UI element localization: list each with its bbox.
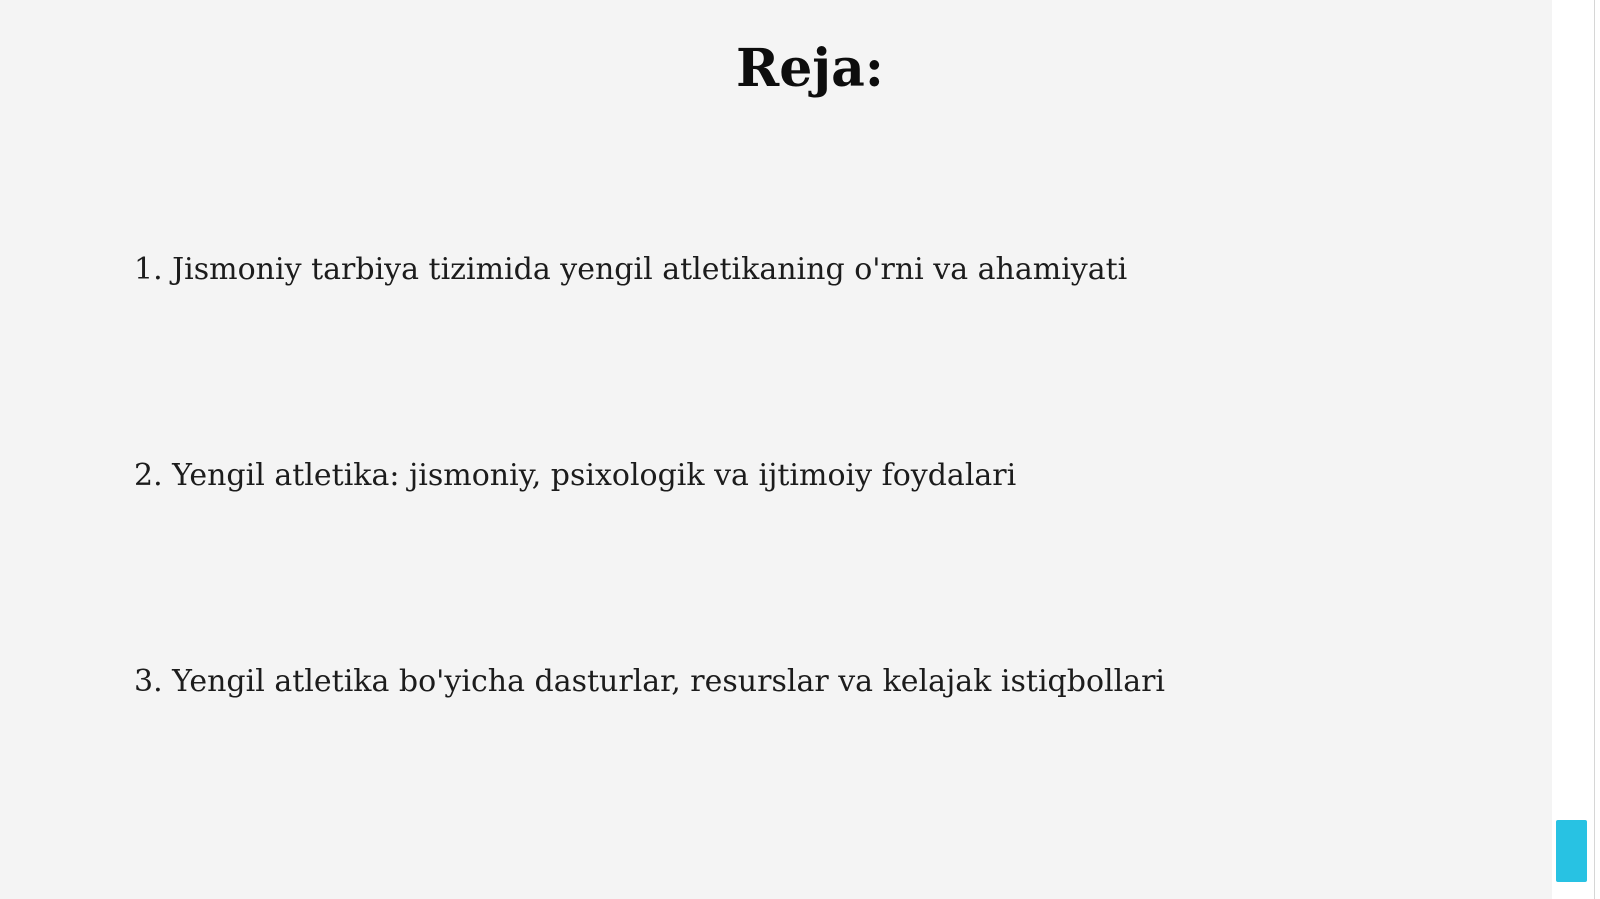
scrollbar-thumb[interactable]: [1556, 820, 1587, 882]
agenda-item: 1. Jismoniy tarbiya tizimida yengil atletikaning o'rni va ahamiyati: [134, 252, 1128, 287]
scrollbar-track[interactable]: [1552, 0, 1600, 899]
slide-title: Reja:: [735, 38, 884, 99]
agenda-item: 3. Yengil atletika bo'yicha dasturlar, resurslar va kelajak istiqbollari: [134, 664, 1166, 699]
agenda-item: 2. Yengil atletika: jismoniy, psixologik va ijtimoiy foydalari: [134, 458, 1017, 493]
